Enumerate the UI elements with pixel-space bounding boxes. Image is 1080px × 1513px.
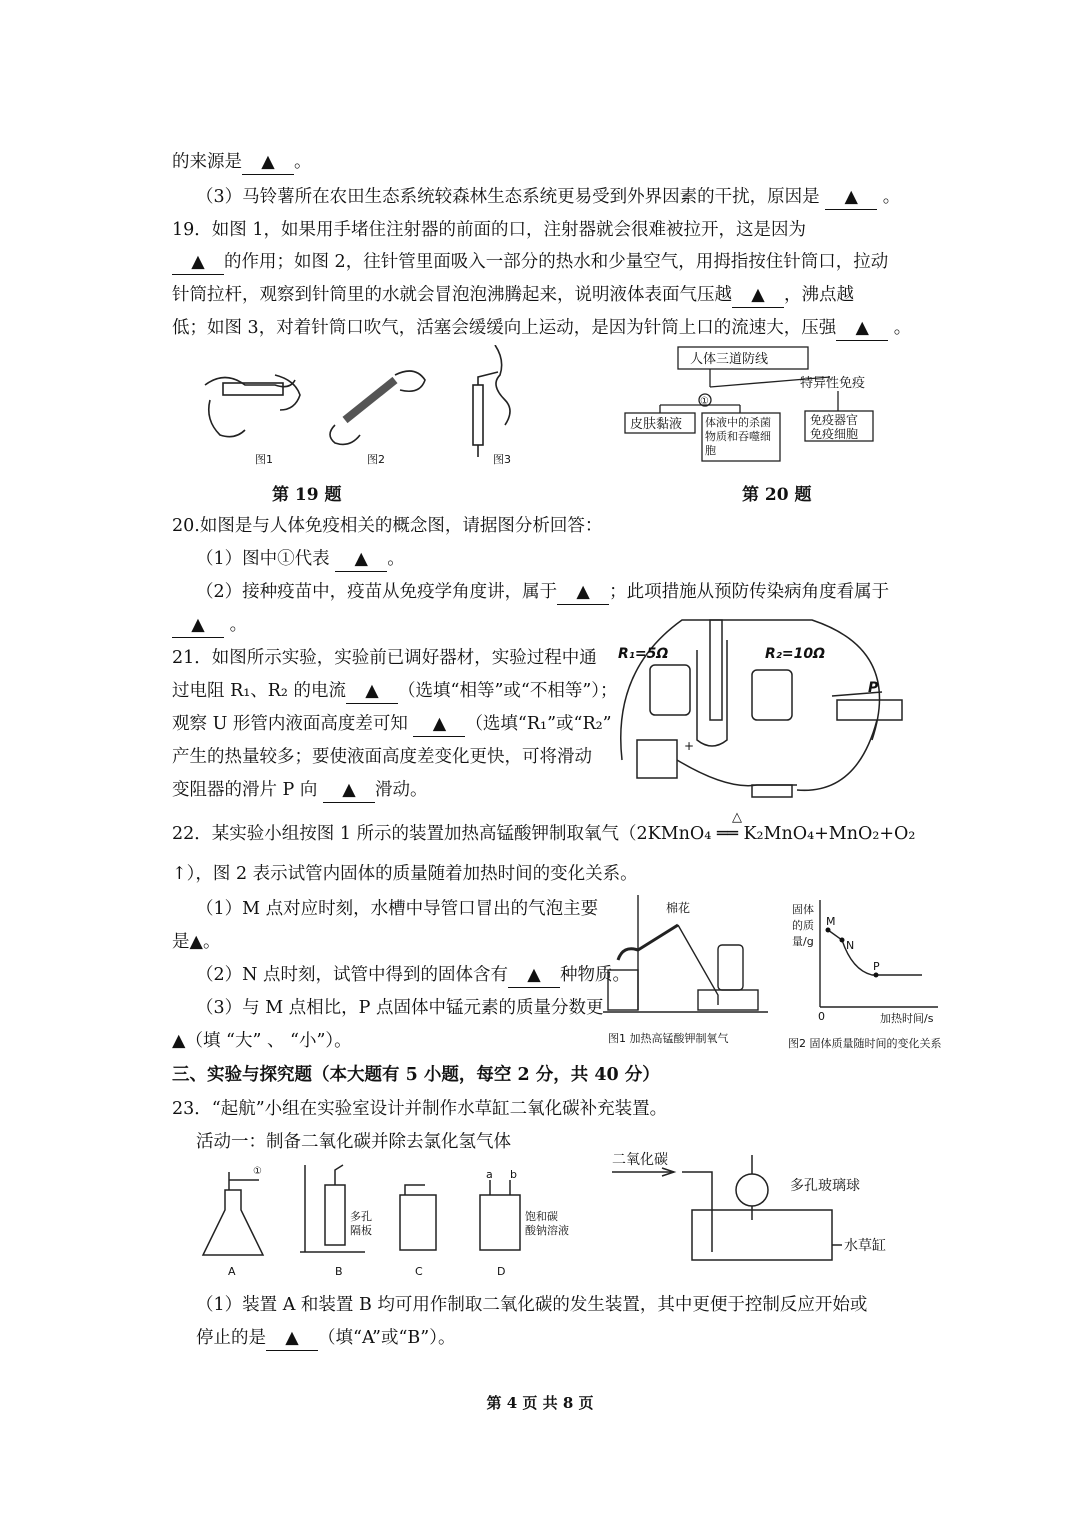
answer-blank[interactable]: ▲ (413, 712, 465, 737)
line-text: 20.如图是与人体免疫相关的概念图，请据图分析回答： (172, 516, 603, 536)
answer-blank[interactable]: ▲ (732, 283, 784, 308)
text-line (172, 862, 638, 886)
text-line (172, 316, 911, 341)
question-21-line (172, 646, 597, 670)
fig20-mid: 物质和吞噬细 (705, 430, 771, 443)
caption-q19: 第 19 题 (272, 485, 342, 505)
answer-blank[interactable]: ▲ (825, 185, 877, 210)
line-text: 种物质。 (560, 965, 631, 985)
fig22-xlabel: 加热时间/s (880, 1012, 934, 1025)
line-text: （2）接种疫苗中，疫苗从免疫学角度讲，属于 (196, 582, 558, 602)
answer-blank[interactable]: ▲ (266, 1326, 318, 1351)
text-line (196, 185, 900, 210)
text-line (172, 283, 854, 308)
fig20-rbox: 免疫器官 (810, 413, 859, 427)
figure-22-1 (598, 890, 776, 1050)
line-text: （1）M 点对应时刻，水槽中导管口冒出的气泡主要 (196, 899, 599, 919)
fig23-plate: 多孔 (350, 1210, 372, 1223)
text-line (172, 679, 618, 704)
line-text: 是▲。 (172, 932, 221, 952)
fig22-cotton: 棉花 (666, 901, 691, 915)
fig23-circle: ① (253, 1166, 262, 1177)
text-line (172, 613, 247, 638)
figure-22-2-chart (788, 895, 948, 1055)
line-text: 观察 U 形管内液面高度差可知 (172, 714, 414, 734)
fig20-rbox: 免疫细胞 (810, 427, 859, 441)
figure-19 (195, 345, 525, 470)
text-line (172, 1029, 352, 1053)
fig22-cap1: 图1 加热高锰酸钾制氧气 (608, 1032, 729, 1045)
fig22-p: P (873, 960, 880, 973)
fig19-label: 图2 (367, 453, 385, 466)
text-line (196, 547, 405, 572)
delta-sign: △ (732, 810, 742, 825)
line-text: 过电阻 R₁、R₂ 的电流 (172, 681, 347, 701)
figure-20 (620, 345, 890, 465)
fig23-label-b: B (335, 1265, 343, 1278)
text-line (172, 745, 592, 769)
fig20-top: 人体三道防线 (690, 352, 769, 367)
line-text: 22．某实验小组按图 1 所示的装置加热高锰酸钾制取氧气（2KMnO₄ ══ K₂MnO₄+MnO₂+O₂ (172, 824, 916, 844)
line-text: 产生的热量较多；要使液面高度差变化更快，可将滑动 (172, 747, 592, 767)
fig21-plus: + (684, 739, 695, 753)
text-line (196, 1326, 455, 1351)
fig23-soln: 饱和碳 (525, 1210, 558, 1223)
line-text: 的作用；如图 2，往针管里面吸入一部分的热水和少量空气，用拇指按住针筒口，拉动 (224, 252, 889, 272)
line-text: 21．如图所示实验，实验前已调好器材，实验过程中通 (172, 648, 597, 668)
fig23-soln: 酸钠溶液 (525, 1224, 569, 1237)
fig23-a: a (486, 1168, 493, 1181)
fig20-mid: 胞 (705, 444, 716, 457)
question-22-line (172, 822, 915, 846)
fig23-b: b (510, 1168, 517, 1181)
text-line (196, 1130, 511, 1154)
line-text: 滑动。 (374, 780, 428, 800)
answer-blank[interactable]: ▲ (346, 679, 398, 704)
line-text: （选填“R₁”或“R₂” (465, 714, 612, 734)
section-heading (172, 1063, 660, 1087)
fig23-label-d: D (497, 1265, 506, 1278)
text-line (172, 930, 220, 954)
fig20-mid: 体液中的杀菌 (705, 416, 771, 429)
question-23-line (172, 1097, 667, 1121)
answer-blank[interactable]: ▲ (836, 316, 888, 341)
fig22-cap2: 图2 固体质量随时间的变化关系 (788, 1037, 942, 1050)
fig20-right: 特异性免疫 (800, 376, 866, 391)
line-text: 变阻器的滑片 P 向 (172, 780, 323, 800)
line-text: （填“A”或“B”）。 (318, 1328, 456, 1348)
fig19-label: 图1 (255, 453, 273, 466)
line-text: （选填“相等”或“不相等”）； (398, 681, 618, 701)
text-line (172, 150, 312, 175)
text-line (172, 712, 612, 737)
fig22-ylabel: 量/g (792, 935, 814, 948)
fig22-ylabel: 的质 (792, 919, 814, 932)
text-line (172, 778, 427, 803)
line-text: ，沸点越 (784, 285, 854, 305)
answer-blank[interactable]: ▲ (335, 547, 387, 572)
line-text: 。 (877, 187, 901, 207)
answer-blank[interactable]: ▲ (172, 250, 224, 275)
answer-blank[interactable]: ▲ (323, 778, 375, 803)
line-text: （3）与 M 点相比，P 点固体中锰元素的质量分数更 (196, 998, 604, 1018)
line-text: （3）马铃薯所在农田生态系统较森林生态系统更易受到外界因素的干扰，原因是 (196, 187, 826, 207)
fig23-plate: 隔板 (350, 1224, 372, 1237)
answer-blank[interactable]: ▲ (508, 963, 560, 988)
figure-23-tank (612, 1150, 912, 1270)
line-text: ▲（填 “大” 、 “小”）。 (172, 1031, 352, 1051)
text-line (196, 897, 598, 921)
answer-blank[interactable]: ▲ (172, 613, 224, 638)
answer-blank[interactable]: ▲ (242, 150, 294, 175)
figure-23-apparatus (195, 1160, 615, 1280)
fig20-circle: ① (700, 396, 709, 407)
fig23-co2: 二氧化碳 (612, 1152, 668, 1168)
line-text: ↑），图 2 表示试管内固体的质量随着加热时间的变化关系。 (172, 864, 638, 884)
line-text: 低；如图 3，对着针筒口吹气，活塞会缓缓向上运动，是因为针筒上口的流速大，压强 (172, 318, 837, 338)
line-text: 三、实验与探究题（本大题有 5 小题，每空 2 分，共 40 分） (172, 1065, 660, 1085)
line-text: （1）图中①代表 (196, 549, 336, 569)
line-text: 。 (888, 318, 912, 338)
page-footer: 第 4 页 共 8 页 (486, 1394, 594, 1412)
fig23-ball: 多孔玻璃球 (790, 1178, 860, 1194)
point-n (840, 938, 845, 943)
question-20-line (172, 514, 602, 538)
fig22-n: N (846, 939, 855, 952)
line-text: 停止的是 (196, 1328, 266, 1348)
fig22-ylabel: 固体 (792, 903, 814, 916)
line-text: 。 (224, 615, 248, 635)
text-line (196, 963, 630, 988)
fig23-tank: 水草缸 (844, 1238, 886, 1254)
question-19-line (172, 218, 806, 242)
text-line (196, 996, 604, 1020)
fig21-r2: R₂=10Ω (765, 646, 826, 662)
figure-21 (612, 610, 912, 810)
line-text: 活动一：制备二氧化碳并除去氯化氢气体 (196, 1132, 511, 1152)
line-text: （2）N 点时刻，试管中得到的固体含有 (196, 965, 509, 985)
point-p (874, 973, 879, 978)
line-text: 23．“起航”小组在实验室设计并制作水草缸二氧化碳补充装置。 (172, 1099, 668, 1119)
fig22-origin: 0 (818, 1010, 825, 1023)
text-line (196, 1293, 867, 1317)
point-m (826, 928, 831, 933)
fig21-p: P (868, 680, 879, 696)
line-text: 的来源是 (172, 152, 242, 172)
fig21-r1: R₁=5Ω (618, 646, 669, 662)
line-text: 针筒拉杆，观察到针筒里的水就会冒泡泡沸腾起来，说明液体表面气压越 (172, 285, 732, 305)
line-text: 。 (387, 549, 405, 569)
answer-blank[interactable]: ▲ (557, 580, 609, 605)
text-line (196, 580, 889, 605)
line-text: 。 (294, 152, 312, 172)
fig19-label: 图3 (493, 453, 511, 466)
fig23-label-c: C (415, 1265, 423, 1278)
caption-q20: 第 20 题 (742, 485, 812, 505)
fig20-left: 皮肤黏液 (630, 417, 683, 432)
fig22-m: M (826, 915, 836, 928)
fig23-label-a: A (228, 1265, 236, 1278)
line-text: 19．如图 1，如果用手堵住注射器的前面的口，注射器就会很难被拉开，这是因为 (172, 220, 806, 240)
line-text: （1）装置 A 和装置 B 均可用作制取二氧化碳的发生装置，其中更便于控制反应开始或 (196, 1295, 868, 1315)
text-line (172, 250, 888, 275)
line-text: ；此项措施从预防传染病角度看属于 (609, 582, 890, 602)
